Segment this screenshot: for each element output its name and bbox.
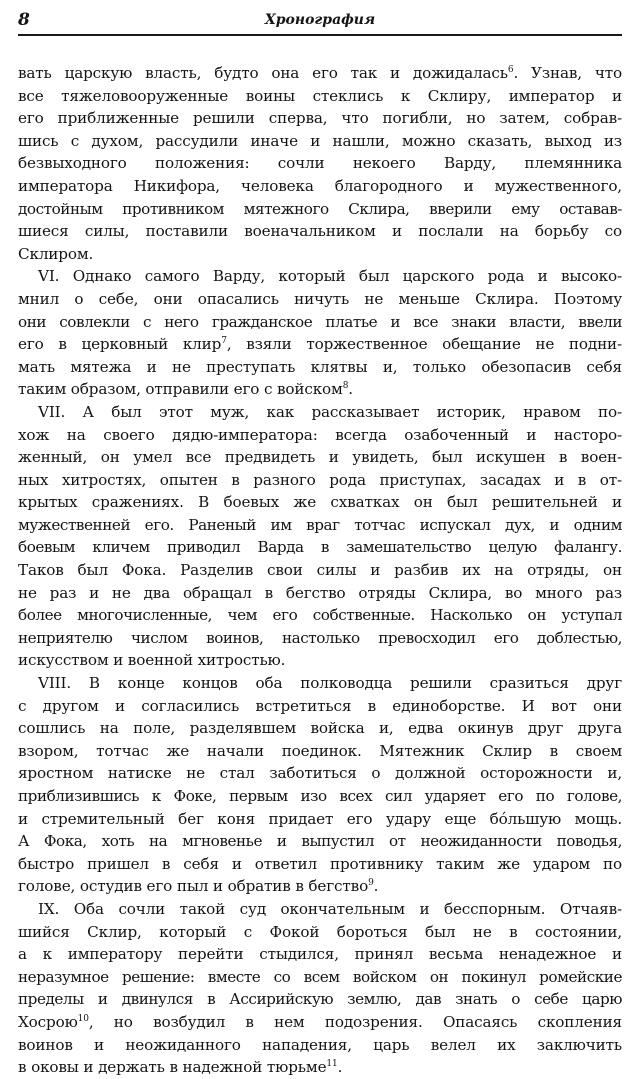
text-line: они совлекли с него гражданское платье и все знаки власти, ввели (18, 312, 622, 331)
text-line: сошлись на поле, разделявшем войска и, едва окинув друг друга (18, 719, 622, 738)
text-line: неразумное решение: вместе со всем войском он покинул ромейские (18, 967, 622, 986)
paragraph-start-vii: VII. А был этот муж, как рассказывает историк, нравом по- (38, 402, 622, 421)
paragraph-start-vi: VI. Однако самого Варду, который был царского рода и высоко- (38, 267, 622, 286)
text-segment: . (373, 877, 379, 896)
text-line (18, 875, 622, 898)
footnote-ref: 10 (77, 1013, 89, 1024)
text-line: Склиром. (18, 244, 94, 263)
text-line: хож на своего дядю-императора: всегда озабоченный и насторо- (18, 425, 622, 444)
footnote-ref: 6 (507, 64, 514, 75)
footnote-ref: 7 (221, 336, 227, 347)
text-segment: , взяли торжественное обещание не подни- (226, 335, 622, 354)
text-line: более многочисленные, чем его собственные. Насколько он уступал (18, 606, 622, 625)
text-line: взором, тотчас же начали поединок. Мятежник Склир в своем (18, 741, 622, 760)
text-line: ных хитростях, опытен в разного рода приступах, засадах и в от- (18, 470, 622, 489)
text-line (18, 333, 622, 356)
text-line: мужественней его. Раненый им враг тотчас испускал дух, и одним (18, 515, 622, 534)
text-line: и стремительный бег коня придает его удару еще бóльшую мощь. (18, 809, 622, 828)
text-segment: голове, остудив его пыл и обратив в бегство (18, 877, 369, 896)
text-line: пределы и двинулся в Ассирийскую землю, дав знать о себе царю (18, 990, 622, 1009)
text-line: быстро пришел в себя и ответил противнику таким же ударом по (18, 854, 622, 873)
text-line: шиеся силы, поставили военачальником и послали на борьбу со (18, 222, 622, 241)
text-segment: Хосрою (18, 1012, 78, 1031)
text-line: мать мятежа и не преступать клятвы и, только обезопасив себя (18, 357, 622, 376)
text-line (18, 62, 622, 85)
text-segment: таким образом, отправили его с войском (18, 380, 343, 399)
text-line: безвыходного положения: сочли некоего Варду, племянника (18, 154, 622, 173)
text-segment: в оковы и держать в надежной тюрьме (18, 1058, 327, 1077)
text-line: Таков был Фока. Разделив свои силы и разбив их на отряды, он (18, 561, 622, 580)
footnote-ref: 9 (368, 878, 374, 889)
text-segment: . (337, 1058, 343, 1077)
text-line: не раз и не два обращал в бегство отряды Склира, во много раз (18, 583, 622, 602)
page-number: 8 (18, 10, 30, 30)
text-line: воинов и неожиданного нападения, царь велел их заключить (18, 1035, 622, 1054)
text-line: А Фока, хоть на мгновенье и выпустил от неожиданности поводья, (18, 832, 622, 851)
paragraph-start-ix: IX. Оба сочли такой суд окончательным и бесспорным. Отчаяв- (38, 899, 622, 918)
text-segment: вать царскую власть, будто она его так и дожидалась (18, 64, 508, 82)
text-line: а к императору перейти стыдился, принял весьма ненадежное и (18, 945, 622, 964)
text-line: все тяжеловооруженные воины стеклись к Склиру, император и (18, 86, 622, 105)
text-line: шись с духом, рассудили иначе и нашли, можно сказать, выход из (18, 131, 622, 150)
running-title: Хронография (264, 12, 376, 28)
page-header (18, 6, 622, 36)
text-segment: . (348, 380, 353, 399)
text-line (18, 378, 622, 401)
body-text (18, 62, 622, 1079)
footnote-ref: 8 (342, 381, 349, 392)
text-line: неприятелю числом воинов, настолько превосходил его доблестью, (18, 628, 622, 647)
text-line: крытых сражениях. В боевых же схватках он был решительней и (18, 493, 622, 512)
header-rule (18, 34, 622, 36)
text-segment: , но возбудил в нем подозрения. Опасаясь скопления (88, 1012, 622, 1031)
footnote-ref: 11 (326, 1059, 338, 1070)
text-line: с другом и согласились встретиться в единоборстве. И вот они (18, 696, 622, 715)
text-line: его приближенные решили сперва, что погибли, но затем, собрав- (18, 109, 622, 128)
text-line (18, 1056, 622, 1079)
text-line: достойным противником мятежного Склира, вверили ему оставав- (18, 199, 622, 218)
text-line: шийся Склир, который с Фокой бороться был не в состоянии, (18, 922, 622, 941)
text-line (18, 1011, 622, 1034)
text-line: искусством и военной хитростью. (18, 651, 286, 670)
text-line: боевым кличем приводил Варда в замешательство целую фалангу. (18, 538, 622, 557)
text-segment: его в церковный клир (18, 335, 222, 354)
text-line: яростном натиске не стал заботиться о должной осторожности и, (18, 764, 622, 783)
text-line: женный, он умел все предвидеть и увидеть, был искушен в воен- (18, 448, 622, 467)
text-line: приблизившись к Фоке, первым изо всех сил ударяет его по голове, (18, 787, 622, 805)
text-line: мнил о себе, они опасались ничуть не меньше Склира. Поэтому (18, 289, 622, 308)
text-line: императора Никифора, человека благородного и мужественного, (18, 176, 622, 195)
paragraph-start-viii: VIII. В конце концов оба полководца решили сразиться друг (38, 674, 622, 693)
text-segment: . Узнав, что (513, 64, 622, 82)
